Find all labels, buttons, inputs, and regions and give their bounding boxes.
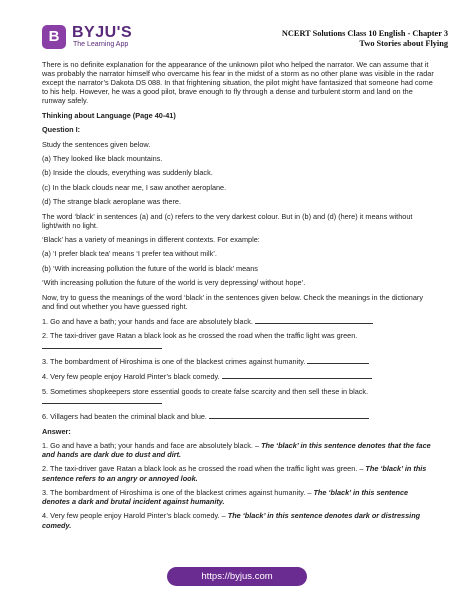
exercise-text: 6. Villagers had beaten the criminal black and blue. [42, 412, 207, 422]
exercise-item [42, 316, 434, 326]
exercise-text: 5. Sometimes shopkeepers store essential goods to create false scarcity and then sell these in black. [42, 386, 369, 396]
answer-blank [42, 396, 162, 404]
logo-tagline: The Learning App [73, 41, 129, 48]
logo-name: BYJU'S [72, 24, 133, 41]
sentence-c: (c) In the black clouds near me, I saw another aeroplane. [42, 182, 227, 192]
answer-item [42, 488, 434, 506]
exercise-item [42, 371, 434, 381]
document-body [42, 60, 434, 535]
answer-explanation: The ‘black’ in this sentence denotes that the face and hands are dark due to dust and dirt. [42, 440, 431, 460]
page-header [0, 0, 474, 56]
answer-heading: Answer: [42, 426, 71, 436]
question-heading: Question I: [42, 125, 81, 135]
exercise-text: 1. Go and have a bath; your hands and face are absolutely black. [42, 317, 253, 327]
section-heading: Thinking about Language (Page 40-41) [42, 110, 176, 120]
answer-explanation: The ‘black’ in this sentence refers to an angry or annoyed look. [42, 464, 427, 483]
meanings-intro: ‘Black’ has a variety of meanings in different contexts. For example: [42, 234, 260, 244]
exercise-text: 3. The bombardment of Hiroshima is one of the blackest crimes against humanity. [42, 356, 306, 366]
answer-item [42, 464, 434, 482]
answer-blank [222, 371, 372, 379]
answer-blank [307, 356, 369, 364]
title-line-1: NCERT Solutions Class 10 English - Chapter 3 [281, 29, 448, 38]
answer-blank [42, 341, 162, 349]
answer-item [42, 441, 434, 459]
meaning-b: (b) ‘With increasing pollution the future of the world is black’ means [42, 263, 258, 273]
answer-text: 1. Go and have a bath; your hands and face are absolutely black. – [42, 440, 262, 450]
meaning-b-explained: ‘With increasing pollution the future of the world is very depressing/ without hope’. [42, 278, 306, 288]
sentence-a: (a) They looked like black mountains. [42, 153, 163, 163]
exercise-text: 4. Very few people enjoy Harold Pinter’s black comedy. [42, 372, 220, 382]
exercise-item [42, 387, 434, 406]
sentence-d: (d) The strange black aeroplane was there. [42, 197, 181, 207]
answer-text: 4. Very few people enjoy Harold Pinter’s black comedy. – [42, 511, 228, 521]
exercise-text: 2. The taxi-driver gave Ratan a black look as he crossed the road when the traffic light was green. [42, 331, 358, 341]
answer-item [42, 511, 434, 529]
answer-blank [255, 316, 373, 324]
answer-text: 2. The taxi-driver gave Ratan a black look as he crossed the road when the traffic light was green. – [42, 464, 366, 474]
document-title [248, 29, 448, 49]
exercise-item [42, 331, 434, 350]
meaning-a: (a) ‘I prefer black tea’ means ‘I prefer tea without milk’. [42, 249, 217, 259]
exercise-item [42, 356, 434, 366]
byjus-logo-icon: B [42, 25, 66, 49]
footer-website-link[interactable]: https://byjus.com [167, 567, 307, 586]
answer-text: 3. The bombardment of Hiroshima is one of the blackest crimes against humanity. – [42, 487, 314, 497]
study-instruction: Study the sentences given below. [42, 139, 151, 149]
byjus-logo [42, 22, 142, 52]
answer-explanation: The ‘black’ in this sentence denotes a dark and brutal incident against humanity. [42, 487, 409, 507]
sentence-b: (b) Inside the clouds, everything was suddenly black. [42, 168, 213, 178]
answer-blank [209, 411, 369, 419]
intro-paragraph: There is no definite explanation for the appearance of the unknown pilot who helped the narrator. We can assume that it was probably the narrator himself who overcame his fear in the midst of a storm as no other plane was visible in the radar except the narrator’s Dakota DS 088. In that frightening situation, the pilot might have fantasized that someone had come to his help. However, he was a good pilot, brave enough to fly through a dense and turbulent storm and land on the runway safely. [42, 60, 434, 106]
black-explanation: The word ‘black’ in sentences (a) and (c) refers to the very darkest colour. But in (b) and (d) (here) it means without light/with no light. [42, 211, 413, 230]
exercise-instruction: Now, try to guess the meanings of the word ‘black’ in the sentences given below. Check the meanings in the dictionary and find out whether you have guessed right. [42, 292, 424, 311]
title-line-2: Two Stories about Flying [359, 39, 448, 48]
exercise-item [42, 411, 434, 421]
answer-explanation: The ‘black’ in this sentence denotes dark or distressing comedy. [42, 511, 421, 530]
